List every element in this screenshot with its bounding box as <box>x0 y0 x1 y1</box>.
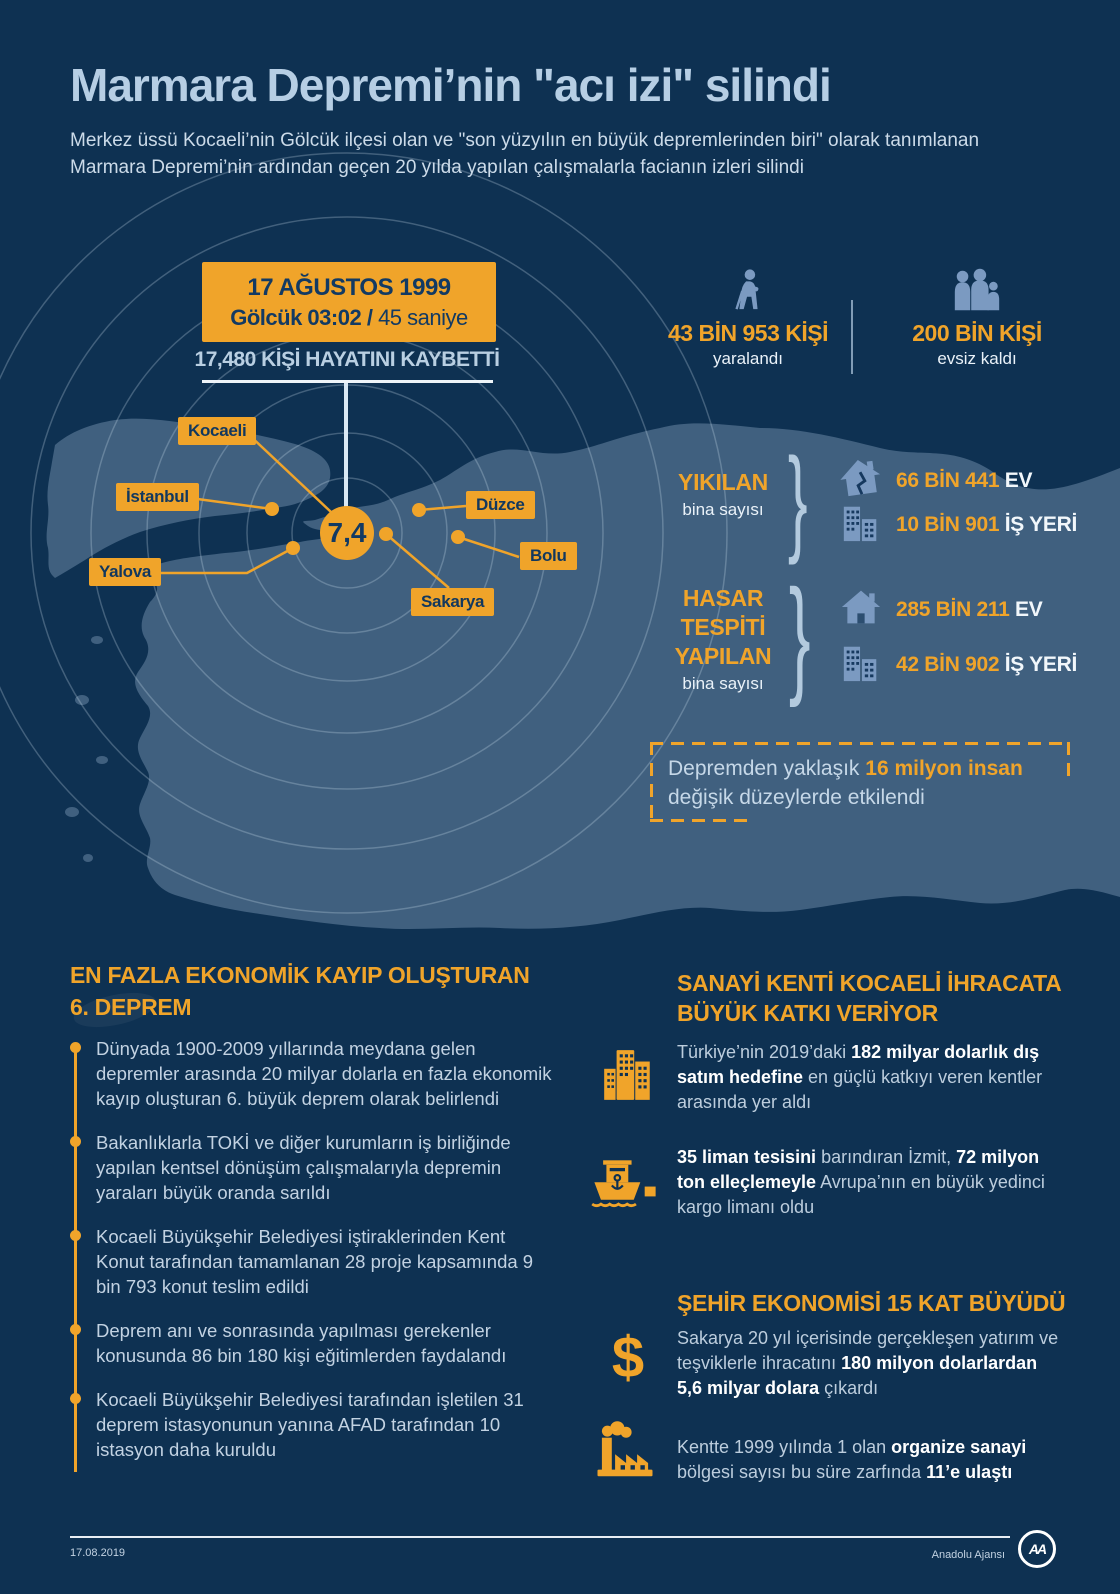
homeless-value: 200 BİN KİŞİ <box>912 320 1042 346</box>
event-date: 17 AĞUSTOS 1999 <box>247 273 451 301</box>
assessed-workplaces-stat <box>896 653 1077 677</box>
damage-title-3: YAPILAN <box>674 643 772 669</box>
event-place-time <box>230 305 468 331</box>
destroyed-brace: } <box>787 434 808 566</box>
destroyed-homes-unit: EV <box>999 469 1033 492</box>
cargo-ship-icon <box>585 1148 665 1212</box>
note-border-left <box>650 742 653 822</box>
city-label-kocaeli: Kocaeli <box>178 417 256 445</box>
damage-subtitle: bina sayısı <box>682 674 764 693</box>
casualty-divider <box>851 300 853 374</box>
left-section-heading-1: EN FAZLA EKONOMİK KAYIP OLUŞTURAN <box>70 962 530 988</box>
destroyed-workplaces-stat <box>896 513 1077 537</box>
destroyed-title: YIKILAN <box>678 469 768 495</box>
footer-agency: Anadolu Ajansı <box>931 1549 1005 1561</box>
assessed-workplaces-value: 42 BİN 902 <box>896 653 1000 676</box>
bullet-training: Deprem anı ve sonrasında yapılması gerekenler konusunda 86 bin 180 kişi eğitimlerden faydalandı <box>70 1318 555 1368</box>
damage-title-2: TESPİTİ <box>680 614 766 640</box>
aa-logo <box>1018 1530 1056 1568</box>
footer-date: 17.08.2019 <box>70 1547 126 1559</box>
factory-icon <box>585 1420 665 1484</box>
page-title: Marmara Depremi’nin "acı izi" silindi <box>70 59 831 111</box>
city-label-duzce: Düzce <box>466 491 535 519</box>
office-buildings-icon <box>838 641 884 683</box>
house-icon <box>838 587 884 627</box>
homeless-label: evsiz kaldı <box>937 349 1017 368</box>
note-border-bottom <box>650 819 752 822</box>
injured-value: 43 BİN 953 KİŞİ <box>668 320 828 346</box>
bullet-kent-konut: Kocaeli Büyükşehir Belediyesi iştiraklerinden Kent Konut tarafından tamamlanan 28 proje kapsamında 9 bin 793 konut teslim edildi <box>70 1224 555 1299</box>
industrial-zones-item: Kentte 1999 yılında 1 olan organize sanayi bölgesi sayısı bu süre zarfında 11’e ulaştı <box>677 1437 1027 1482</box>
event-duration: 45 saniye <box>378 304 468 330</box>
city-label-sakarya: Sakarya <box>411 588 494 616</box>
destroyed-block-label <box>643 468 803 520</box>
city-label-bolu: Bolu <box>520 542 577 570</box>
right-section-heading1-line1: SANAYİ KENTİ KOCAELİ İHRACATA <box>677 970 1062 996</box>
footer-rule <box>70 1536 1010 1538</box>
destroyed-workplaces-value: 10 BİN 901 <box>896 513 1000 536</box>
event-place: Gölcük 03:02 / <box>230 304 373 330</box>
port-item: 35 liman tesisini barındıran İzmit, 72 milyon ton elleçlemeyle Avrupa’nın en büyük yedinci kargo limanı oldu <box>677 1147 1045 1217</box>
injured-label: yaralandı <box>713 349 783 368</box>
family-icon <box>950 268 1004 312</box>
destroyed-homes-stat <box>896 469 1032 493</box>
export-target-item: Türkiye’nin 2019’daki 182 milyar dolarlık dış satım hedefine en güçlü katkıyı veren kentler arasında yer aldı <box>677 1042 1043 1112</box>
export-growth-item: Sakarya 20 yıl içerisinde gerçekleşen yatırım ve teşviklerle ihracatını 180 milyon dolarlardan 5,6 milyar dolara çıkardı <box>677 1328 1059 1398</box>
event-box <box>202 262 496 342</box>
deaths-count: 17,480 KİŞİ HAYATINI KAYBETTİ <box>194 348 500 371</box>
damage-brace: } <box>788 562 811 708</box>
assessed-homes-stat <box>896 598 1042 622</box>
magnitude-value: 7,4 <box>327 517 367 548</box>
broken-house-icon <box>838 456 884 498</box>
injured-person-icon <box>727 268 769 312</box>
office-buildings-icon <box>838 501 884 543</box>
page-subtitle: Merkez üssü Kocaeli’nin Gölcük ilçesi olan ve "son yüzyılın en büyük depremlerinden biri" olarak tanımlanan Marmara Depremi’nin ardından geçen 20 yılda yapılan çalışmalarla facianın izleri silindi <box>70 130 980 178</box>
injured-stat <box>648 268 848 369</box>
dollar-glyph: $ <box>611 1325 645 1390</box>
right-section-heading1-line2: BÜYÜK KATKI VERİYOR <box>677 1000 938 1026</box>
note-border-right <box>1067 742 1070 778</box>
destroyed-homes-value: 66 BİN 441 <box>896 469 1000 492</box>
damage-title-1: HASAR <box>682 585 764 611</box>
bullet-economic-loss: Dünyada 1900-2009 yıllarında meydana gelen depremler arasında 20 milyar dolarla en fazla ekonomik kayıp oluşturan 6. büyük deprem olarak belirlendi <box>70 1036 555 1111</box>
city-label-yalova: Yalova <box>89 558 161 586</box>
destroyed-subtitle: bina sayısı <box>682 500 764 519</box>
assessed-workplaces-unit: İŞ YERİ <box>999 653 1077 676</box>
left-section-heading-2: 6. DEPREM <box>70 994 192 1020</box>
note-border-top <box>650 742 1070 745</box>
affected-note: Depremden yaklaşık 16 milyon insan değişik düzeylerde etkilendi <box>668 757 1023 809</box>
destroyed-workplaces-unit: İŞ YERİ <box>999 513 1077 536</box>
city-buildings-icon <box>588 1044 668 1106</box>
assessed-homes-unit: EV <box>1009 598 1043 621</box>
right-section-heading2: ŞEHİR EKONOMİSİ 15 KAT BÜYÜDÜ <box>677 1290 1066 1316</box>
epicenter-pointer-line <box>344 383 348 507</box>
assessed-homes-value: 285 BİN 211 <box>896 598 1010 621</box>
city-label-istanbul: İstanbul <box>116 483 199 511</box>
homeless-stat <box>877 268 1077 369</box>
bullet-urban-transformation: Bakanlıklarla TOKİ ve diğer kurumların iş birliğinde yapılan kentsel dönüşüm çalışmalarıyla depremin yaraları büyük oranda sarıldı <box>70 1130 555 1205</box>
left-section-bullets <box>70 1036 555 1481</box>
magnitude-badge <box>320 506 374 560</box>
damage-block-label <box>643 584 803 694</box>
dollar-icon <box>588 1325 668 1390</box>
bullet-stations: Kocaeli Büyükşehir Belediyesi tarafından işletilen 31 deprem istasyonunun yanına AFAD tarafından 10 istasyon daha kuruldu <box>70 1387 555 1462</box>
aa-logo-text: AA <box>1028 1541 1046 1557</box>
